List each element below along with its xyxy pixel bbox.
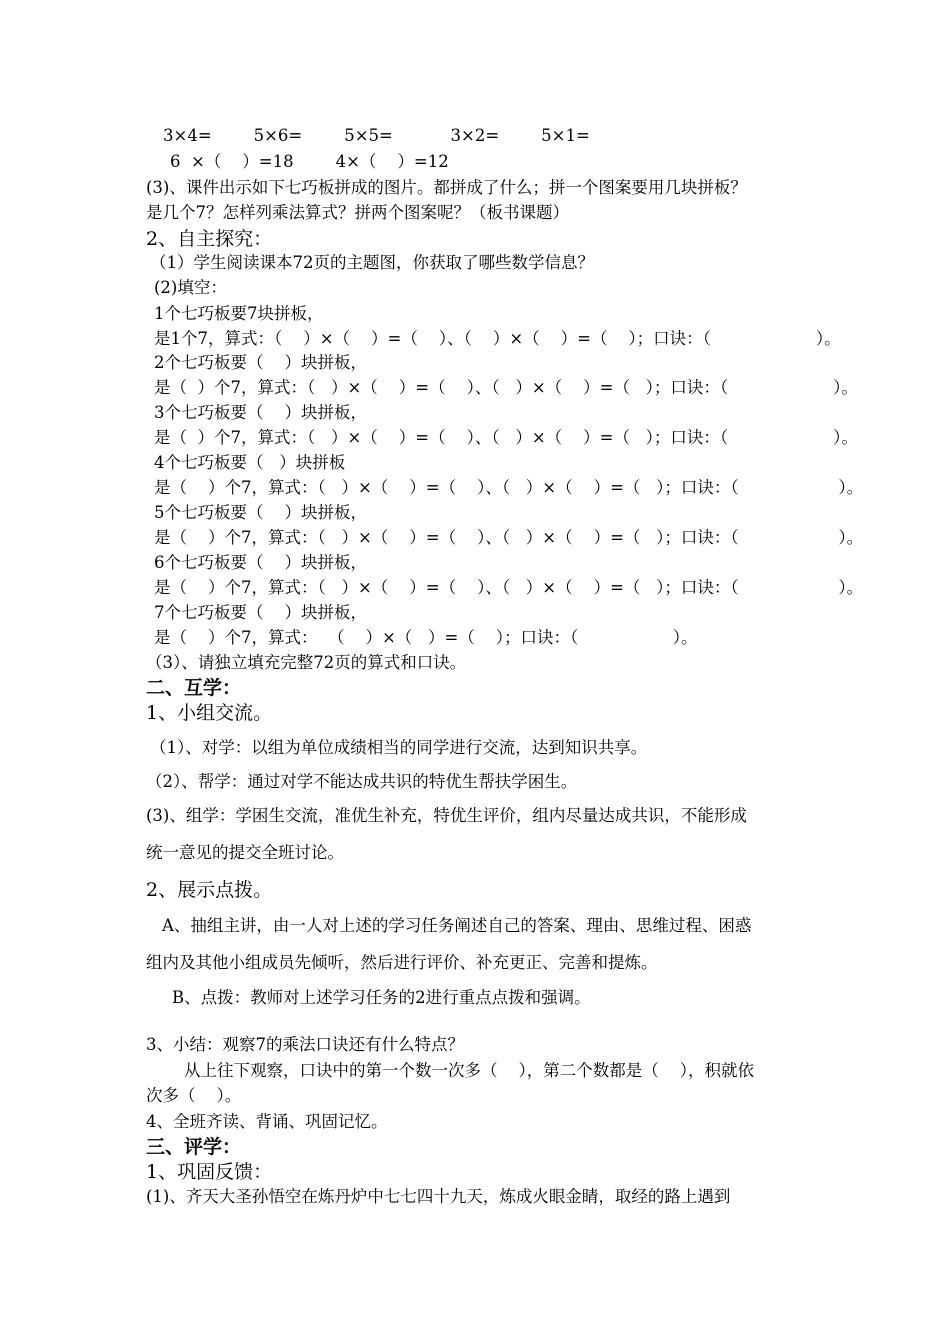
section-heading-mutual-learning: 二、互学： <box>146 677 242 699</box>
text-line-22: （3）、请独立填充完整72页的算式和口诀。 <box>146 653 467 672</box>
subheading-consolidation: 1、巩固反馈： <box>146 1161 273 1183</box>
text-line-31: 组内及其他小组成员先倾听，然后进行评价、补充更正、完善和提炼。 <box>146 953 658 972</box>
text-line-39: (1)、齐天大圣孙悟空在炼丹炉中七七四十九天，炼成火眼金睛，取经的路上遇到 <box>146 1187 731 1206</box>
text-line-6: （1）学生阅读课本72页的主题图，你获取了哪些数学信息？ <box>150 253 594 272</box>
text-line-4: 是几个7？怎样列乘法算式？拼两个图案呢？（板书课题） <box>146 203 569 222</box>
section-heading-evaluation: 三、评学： <box>146 1136 242 1158</box>
text-line-21: 是（ ）个7，算式： （ ）×（ ）=（ ）；口诀：（ ）。 <box>154 628 698 647</box>
text-line-16: 5个七巧板要（ ）块拼板， <box>154 503 367 522</box>
text-line-20: 7个七巧板要（ ）块拼板， <box>154 603 367 622</box>
subheading-showcase: 2、展示点拨。 <box>146 879 273 901</box>
text-line-10: 2个七巧板要（ ）块拼板， <box>154 353 367 372</box>
text-line-7: (2)填空： <box>154 278 227 297</box>
section-heading-explore: 2、自主探究： <box>146 228 273 250</box>
text-line-26: （2）、帮学：通过对学不能达成共识的特优生帮扶学困生。 <box>146 772 578 791</box>
text-line-34: 从上往下观察，口诀中的第一个数一次多（ ），第二个数都是（ ），积就依 <box>184 1061 754 1080</box>
text-line-14: 4个七巧板要（ ）块拼板 <box>154 453 346 472</box>
text-line-19: 是（ ）个7，算式：（ ）×（ ）=（ ）、（ ）×（ ）=（ ）；口诀：（ ）。 <box>154 578 864 597</box>
text-line-30: A、抽组主讲，由一人对上述的学习任务阐述自己的答案、理由、思维过程、困惑 <box>162 916 752 935</box>
text-line-18: 6个七巧板要（ ）块拼板， <box>154 553 367 572</box>
text-line-2: 6 ×（ ）=18 4×（ ）=12 <box>170 152 449 171</box>
text-line-1: 3×4= 5×6= 5×5= 3×2= 5×1= <box>163 126 590 145</box>
text-line-8: 1个七巧板要7块拼板， <box>154 304 324 323</box>
text-line-17: 是（ ）个7，算式：（ ）×（ ）=（ ）、（ ）×（ ）=（ ）；口诀：（ ）。 <box>154 528 864 547</box>
text-line-32: B、点拨：教师对上述学习任务的2进行重点点拨和强调。 <box>172 988 591 1007</box>
subheading-group-exchange: 1、小组交流。 <box>146 702 273 724</box>
text-line-25: （1）、对学：以组为单位成绩相当的同学进行交流，达到知识共享。 <box>150 738 648 757</box>
text-line-28: 统一意见的提交全班讨论。 <box>146 843 344 862</box>
text-line-13: 是（ ）个7，算式：（ ）×（ ）=（ ）、（ ）×（ ）=（ ）；口诀：（ ）。 <box>154 428 858 447</box>
text-line-9: 是1个7，算式：（ ）×（ ）=（ ）、（ ）×（ ）=（ ）；口诀：（ ）。 <box>154 329 841 348</box>
text-line-3: (3)、课件出示如下七巧板拼成的图片。都拼成了什么；拼一个图案要用几块拼板？ <box>146 178 747 197</box>
text-line-12: 3个七巧板要（ ）块拼板， <box>154 403 367 422</box>
text-line-27: (3)、组学：学困生交流，准优生补充，特优生评价，组内尽量达成共识，不能形成 <box>146 806 747 825</box>
text-line-35: 次多（ ）。 <box>146 1086 242 1105</box>
text-line-33: 3、小结：观察7的乘法口诀还有什么特点？ <box>146 1035 464 1054</box>
text-line-11: 是（ ）个7，算式：（ ）×（ ）=（ ）、（ ）×（ ）=（ ）；口诀：（ ）。 <box>154 378 858 397</box>
text-line-15: 是（ ）个7，算式：（ ）×（ ）=（ ）、（ ）×（ ）=（ ）；口诀：（ ）。 <box>154 478 864 497</box>
text-line-36: 4、全班齐读、背诵、巩固记忆。 <box>146 1112 388 1131</box>
